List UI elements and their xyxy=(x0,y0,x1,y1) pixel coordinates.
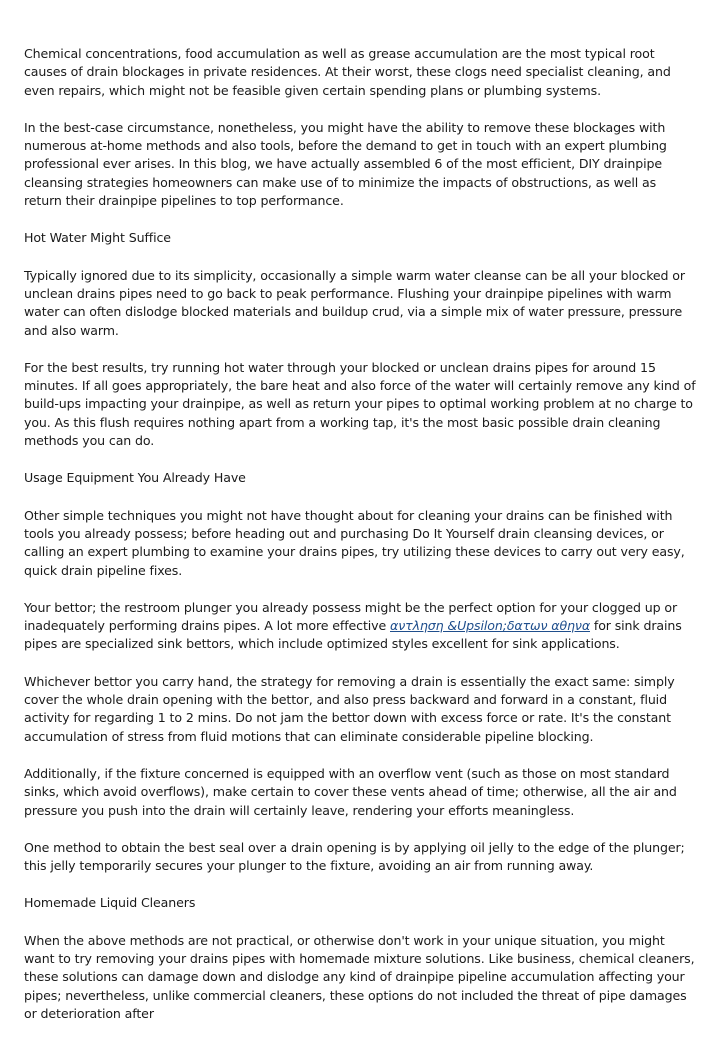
article-body xyxy=(24,45,696,1042)
paragraph-intro: Chemical concentrations, food accumulation as well as grease accumulation are the most typical root causes of drain blockages in private residences. At their worst, these clogs need specialist cleaning, and even repairs, which might not be feasible given certain spending plans or plumbing systems. xyxy=(24,46,671,98)
paragraph-bettor-text-after: for sink drains pipes are specialized sink bettors, which include optimized styles excellent for sink applications. xyxy=(24,618,682,652)
paragraph-seal: One method to obtain the best seal over a drain opening is by applying oil jelly to the edge of the plunger; this jelly temporarily secures your plunger to the fixture, avoiding an air from running away. xyxy=(24,839,685,874)
paragraph-hot-water-1: Typically ignored due to its simplicity, occasionally a simple warm water cleanse can be all your blocked or unclean drains pipes need to go back to peak performance. Flushing your drainpipe pipelines with warm water can often dislodge blocked materials and buildup crud, via a simple mix of water pressure, pressure and also warm. xyxy=(24,267,685,338)
paragraph-bettor-text-before: Your bettor; the restroom plunger you already possess might be the perfect option for your clogged up or inadequately performing drains pipes. A lot more effective xyxy=(24,599,678,634)
heading-homemade-cleaners: Homemade Liquid Cleaners xyxy=(24,895,196,911)
paragraph-best-case: In the best-case circumstance, nonetheless, you might have the ability to remove these blockages with numerous at-home methods and also tools, before the demand to get in touch with an expert plumbing professional ever arises. In this blog, we have actually assembled 6 of the most efficient, DIY drainpipe cleansing strategies homeowners can make use of to minimize the impacts of obstructions, as well as return their drainpipe pipelines to top performance. xyxy=(24,119,667,209)
paragraph-overflow: Additionally, if the fixture concerned is equipped with an overflow vent (such as those on most standard sinks, which avoid overflows), make certain to cover these vents ahead of time; otherwise, all the air and pressure you push into the drain will certainly leave, rendering your efforts meaningless. xyxy=(24,765,677,818)
paragraph-hot-water-2: For the best results, try running hot water through your blocked or unclean drains pipes for around 15 minutes. If all goes appropriately, the bare heat and also force of the water will certainly remove any kind of build-ups impacting your drainpipe, as well as return your pipes to optimal working problem at no charge to you. As this flush requires nothing apart from a working tap, it's the most basic possible drain cleaning methods you can do. xyxy=(24,359,696,449)
heading-usage-equipment: Usage Equipment You Already Have xyxy=(24,470,246,486)
heading-hot-water: Hot Water Might Suffice xyxy=(24,230,171,246)
inline-link[interactable]: αντληση &Upsilon;δατων αθηνα xyxy=(390,618,590,634)
paragraph-homemade: When the above methods are not practical, or otherwise don't work in your unique situation, you might want to try removing your drains pipes with homemade mixture solutions. Like business, chemical cleaners, these solutions can damage down and dislodge any kind of drainpipe pipeline accumulation affecting your pipes; nevertheless, unlike commercial cleaners, these options do not included the threat of pipe damages or deterioration after xyxy=(24,932,695,1021)
paragraph-equipment-1: Other simple techniques you might not have thought about for cleaning your drains can be finished with tools you already possess; before heading out and purchasing Do It Yourself drain cleansing devices, or calling an expert plumbing to examine your drains pipes, try utilizing these devices to carry out very easy, quick drain pipeline fixes. xyxy=(24,507,685,578)
paragraph-strategy: Whichever bettor you carry hand, the strategy for removing a drain is essentially the exact same: simply cover the whole drain opening with the bettor, and also press backward and forward in a constant, fluid activity for regarding 1 to 2 mins. Do not jam the bettor down with excess force or rate. It's the constant accumulation of stress from fluid motions that can eliminate considerable pipeline blocking. xyxy=(24,673,675,744)
paragraph-bettor xyxy=(24,599,696,654)
